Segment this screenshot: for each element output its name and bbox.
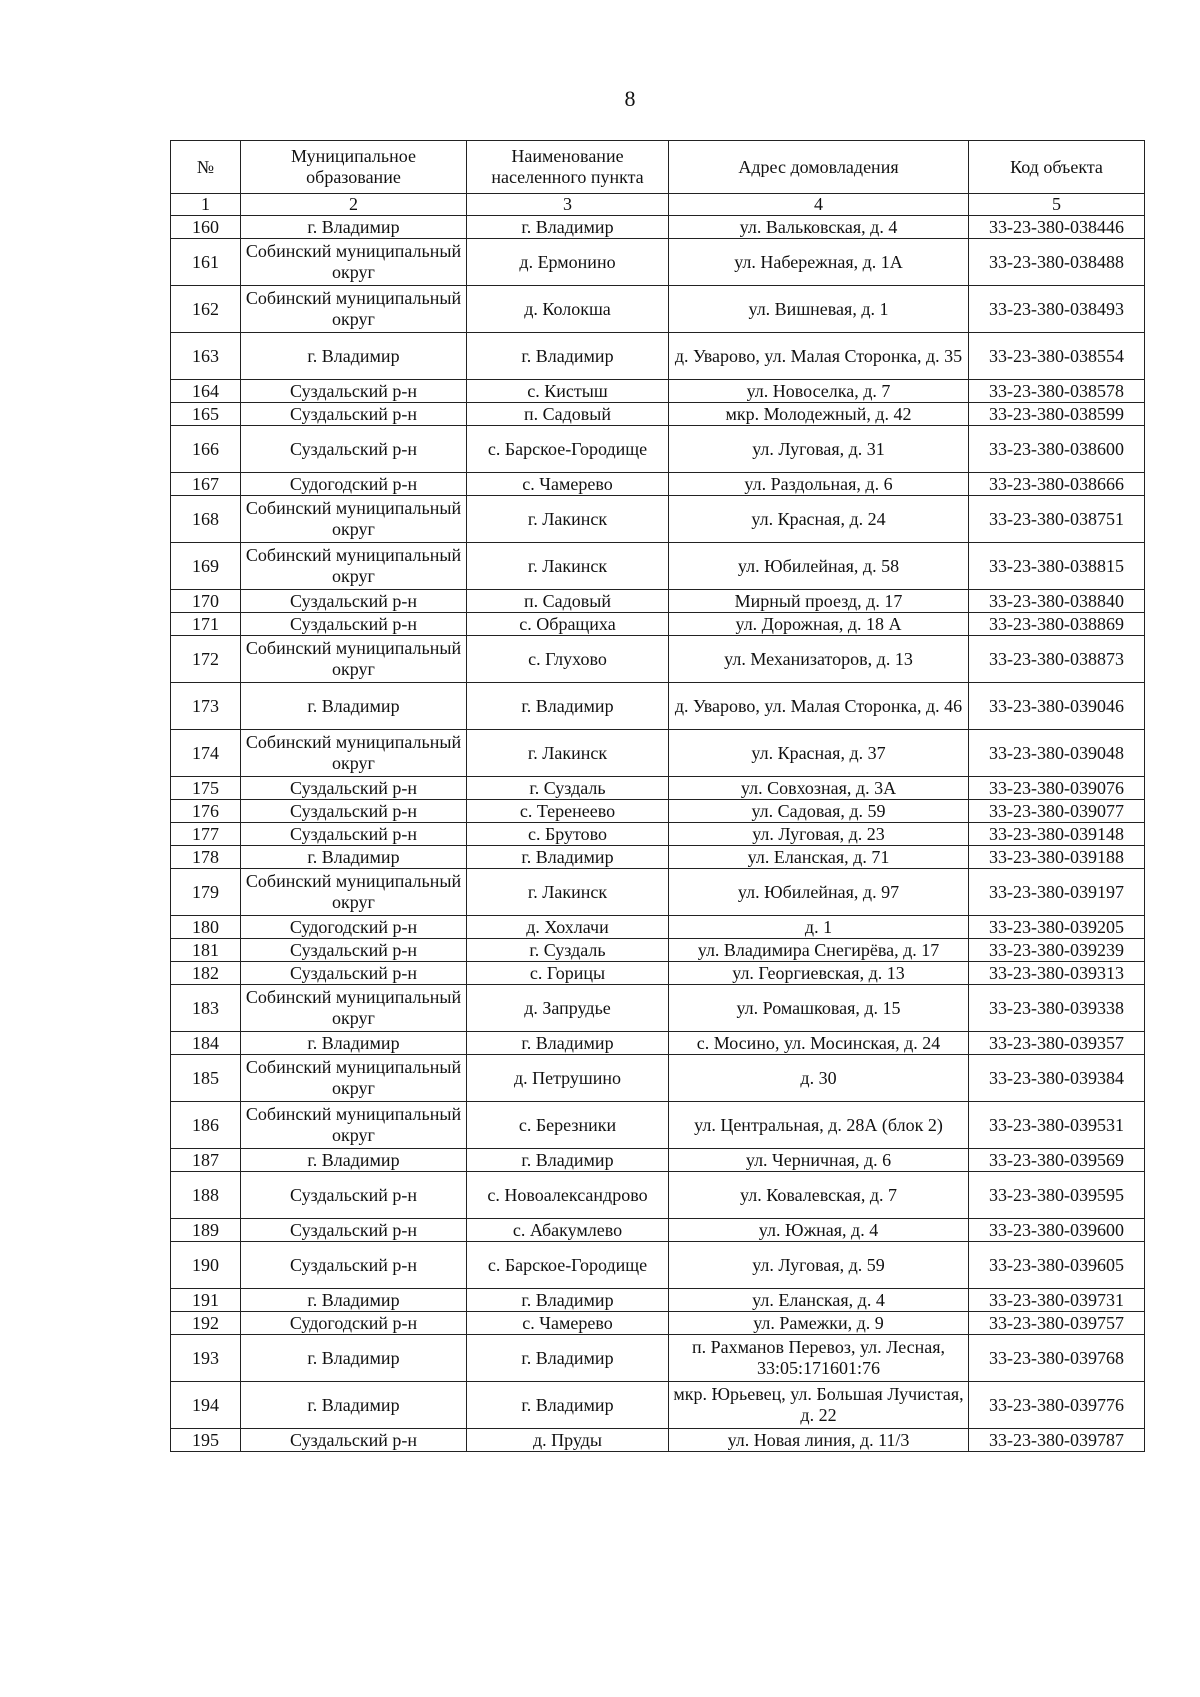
settlement-cell: д. Пруды: [467, 1429, 669, 1452]
header-municipality: Муниципальное образование: [241, 141, 467, 194]
address-cell: ул. Луговая, д. 59: [669, 1242, 969, 1289]
column-index-row: [171, 194, 1145, 216]
settlement-cell: п. Садовый: [467, 590, 669, 613]
column-index: 2: [241, 194, 467, 216]
table-row: [171, 1055, 1145, 1102]
municipality-cell: Суздальский р-н: [241, 1219, 467, 1242]
column-index: 5: [969, 194, 1145, 216]
table-row: [171, 777, 1145, 800]
object-code-cell: 33-23-380-039384: [969, 1055, 1145, 1102]
object-code-cell: 33-23-380-038815: [969, 543, 1145, 590]
header-settlement: Наименование населенного пункта: [467, 141, 669, 194]
header-address: Адрес домовладения: [669, 141, 969, 194]
address-cell: ул. Центральная, д. 28А (блок 2): [669, 1102, 969, 1149]
settlement-cell: г. Владимир: [467, 333, 669, 380]
column-index: 4: [669, 194, 969, 216]
object-code-cell: 33-23-380-039731: [969, 1289, 1145, 1312]
municipality-cell: г. Владимир: [241, 846, 467, 869]
row-number: 191: [171, 1289, 241, 1312]
object-code-cell: 33-23-380-039048: [969, 730, 1145, 777]
row-number: 166: [171, 426, 241, 473]
address-cell: ул. Красная, д. 24: [669, 496, 969, 543]
table-row: [171, 800, 1145, 823]
column-index: 3: [467, 194, 669, 216]
table-row: [171, 286, 1145, 333]
address-cell: ул. Луговая, д. 23: [669, 823, 969, 846]
object-code-cell: 33-23-380-038599: [969, 403, 1145, 426]
municipality-cell: Суздальский р-н: [241, 403, 467, 426]
object-code-cell: 33-23-380-038493: [969, 286, 1145, 333]
table-row: [171, 1335, 1145, 1382]
address-cell: ул. Вишневая, д. 1: [669, 286, 969, 333]
settlement-cell: с. Абакумлево: [467, 1219, 669, 1242]
settlement-cell: с. Чамерево: [467, 473, 669, 496]
object-code-cell: 33-23-380-039600: [969, 1219, 1145, 1242]
address-cell: д. 30: [669, 1055, 969, 1102]
municipality-cell: г. Владимир: [241, 333, 467, 380]
row-number: 168: [171, 496, 241, 543]
object-code-cell: 33-23-380-039239: [969, 939, 1145, 962]
municipality-cell: Собинский муниципальный округ: [241, 636, 467, 683]
settlement-cell: п. Садовый: [467, 403, 669, 426]
row-number: 176: [171, 800, 241, 823]
table-row: [171, 1382, 1145, 1429]
row-number: 163: [171, 333, 241, 380]
settlement-cell: д. Колокша: [467, 286, 669, 333]
municipality-cell: г. Владимир: [241, 1382, 467, 1429]
settlement-cell: с. Барское-Городище: [467, 426, 669, 473]
row-number: 169: [171, 543, 241, 590]
municipality-cell: Собинский муниципальный округ: [241, 239, 467, 286]
table-row: [171, 216, 1145, 239]
object-code-cell: 33-23-380-038869: [969, 613, 1145, 636]
table-header-row: [171, 141, 1145, 194]
table-row: [171, 403, 1145, 426]
row-number: 160: [171, 216, 241, 239]
table-row: [171, 1312, 1145, 1335]
object-code-cell: 33-23-380-039046: [969, 683, 1145, 730]
settlement-cell: г. Владимир: [467, 683, 669, 730]
address-cell: ул. Совхозная, д. 3А: [669, 777, 969, 800]
municipality-cell: Суздальский р-н: [241, 380, 467, 403]
row-number: 179: [171, 869, 241, 916]
table-row: [171, 636, 1145, 683]
municipality-cell: Суздальский р-н: [241, 1172, 467, 1219]
municipality-cell: Суздальский р-н: [241, 939, 467, 962]
object-code-cell: 33-23-380-038488: [969, 239, 1145, 286]
settlement-cell: г. Лакинск: [467, 869, 669, 916]
settlement-cell: г. Суздаль: [467, 939, 669, 962]
municipality-cell: Судогодский р-н: [241, 473, 467, 496]
table-row: [171, 939, 1145, 962]
settlement-cell: с. Обращиха: [467, 613, 669, 636]
municipality-cell: Суздальский р-н: [241, 777, 467, 800]
table-row: [171, 1102, 1145, 1149]
row-number: 181: [171, 939, 241, 962]
municipality-cell: Суздальский р-н: [241, 823, 467, 846]
object-code-cell: 33-23-380-038873: [969, 636, 1145, 683]
object-code-cell: 33-23-380-039776: [969, 1382, 1145, 1429]
row-number: 180: [171, 916, 241, 939]
municipality-cell: г. Владимир: [241, 216, 467, 239]
row-number: 164: [171, 380, 241, 403]
settlement-cell: г. Владимир: [467, 1289, 669, 1312]
address-cell: ул. Владимира Снегирёва, д. 17: [669, 939, 969, 962]
municipality-cell: г. Владимир: [241, 1149, 467, 1172]
object-code-cell: 33-23-380-039357: [969, 1032, 1145, 1055]
table-row: [171, 916, 1145, 939]
address-cell: ул. Новоселка, д. 7: [669, 380, 969, 403]
address-cell: ул. Набережная, д. 1А: [669, 239, 969, 286]
settlement-cell: с. Горицы: [467, 962, 669, 985]
object-code-cell: 33-23-380-038840: [969, 590, 1145, 613]
row-number: 187: [171, 1149, 241, 1172]
page-number: 8: [624, 86, 636, 111]
table-row: [171, 1242, 1145, 1289]
object-code-cell: 33-23-380-039077: [969, 800, 1145, 823]
municipality-cell: Суздальский р-н: [241, 962, 467, 985]
municipality-cell: Суздальский р-н: [241, 800, 467, 823]
object-code-cell: 33-23-380-039076: [969, 777, 1145, 800]
row-number: 184: [171, 1032, 241, 1055]
settlement-cell: г. Владимир: [467, 1382, 669, 1429]
municipality-cell: Судогодский р-н: [241, 916, 467, 939]
address-cell: ул. Еланская, д. 4: [669, 1289, 969, 1312]
table-row: [171, 380, 1145, 403]
municipality-cell: г. Владимир: [241, 1335, 467, 1382]
municipality-cell: Собинский муниципальный округ: [241, 1055, 467, 1102]
row-number: 177: [171, 823, 241, 846]
table-row: [171, 1149, 1145, 1172]
address-cell: п. Рахманов Перевоз, ул. Лесная, 33:05:171601:76: [669, 1335, 969, 1382]
address-cell: Мирный проезд, д. 17: [669, 590, 969, 613]
address-cell: ул. Юбилейная, д. 58: [669, 543, 969, 590]
address-cell: ул. Механизаторов, д. 13: [669, 636, 969, 683]
address-cell: с. Мосино, ул. Мосинская, д. 24: [669, 1032, 969, 1055]
table-row: [171, 730, 1145, 777]
address-cell: ул. Красная, д. 37: [669, 730, 969, 777]
row-number: 186: [171, 1102, 241, 1149]
table-row: [171, 683, 1145, 730]
header-object-code: Код объекта: [969, 141, 1145, 194]
settlement-cell: с. Теренеево: [467, 800, 669, 823]
municipality-cell: Суздальский р-н: [241, 1242, 467, 1289]
municipality-cell: Собинский муниципальный округ: [241, 985, 467, 1032]
table-row: [171, 613, 1145, 636]
municipality-cell: Собинский муниципальный округ: [241, 730, 467, 777]
table-row: [171, 869, 1145, 916]
table-row: [171, 333, 1145, 380]
column-index: 1: [171, 194, 241, 216]
settlement-cell: д. Хохлачи: [467, 916, 669, 939]
settlement-cell: г. Владимир: [467, 1032, 669, 1055]
address-cell: д. Уварово, ул. Малая Сторонка, д. 46: [669, 683, 969, 730]
table-row: [171, 846, 1145, 869]
object-code-cell: 33-23-380-038446: [969, 216, 1145, 239]
address-cell: д. 1: [669, 916, 969, 939]
settlement-cell: г. Лакинск: [467, 730, 669, 777]
row-number: 171: [171, 613, 241, 636]
object-code-cell: 33-23-380-039531: [969, 1102, 1145, 1149]
object-code-cell: 33-23-380-038554: [969, 333, 1145, 380]
address-cell: ул. Ромашковая, д. 15: [669, 985, 969, 1032]
object-code-cell: 33-23-380-039605: [969, 1242, 1145, 1289]
row-number: 167: [171, 473, 241, 496]
address-cell: ул. Южная, д. 4: [669, 1219, 969, 1242]
object-code-cell: 33-23-380-039595: [969, 1172, 1145, 1219]
municipality-cell: Суздальский р-н: [241, 426, 467, 473]
municipality-cell: Суздальский р-н: [241, 1429, 467, 1452]
table-row: [171, 496, 1145, 543]
object-code-cell: 33-23-380-039205: [969, 916, 1145, 939]
row-number: 188: [171, 1172, 241, 1219]
row-number: 175: [171, 777, 241, 800]
settlement-cell: г. Владимир: [467, 1335, 669, 1382]
row-number: 193: [171, 1335, 241, 1382]
table-row: [171, 1219, 1145, 1242]
table-row: [171, 1032, 1145, 1055]
row-number: 182: [171, 962, 241, 985]
address-cell: ул. Черничная, д. 6: [669, 1149, 969, 1172]
object-code-cell: 33-23-380-038600: [969, 426, 1145, 473]
settlement-cell: д. Запрудье: [467, 985, 669, 1032]
address-cell: ул. Еланская, д. 71: [669, 846, 969, 869]
address-cell: мкр. Юрьевец, ул. Большая Лучистая, д. 22: [669, 1382, 969, 1429]
object-code-cell: 33-23-380-039197: [969, 869, 1145, 916]
address-cell: ул. Луговая, д. 31: [669, 426, 969, 473]
address-cell: ул. Вальковская, д. 4: [669, 216, 969, 239]
address-cell: ул. Раздольная, д. 6: [669, 473, 969, 496]
row-number: 174: [171, 730, 241, 777]
table-row: [171, 590, 1145, 613]
table-row: [171, 239, 1145, 286]
municipality-cell: Собинский муниципальный округ: [241, 286, 467, 333]
settlement-cell: г. Владимир: [467, 1149, 669, 1172]
table-row: [171, 1172, 1145, 1219]
settlement-cell: с. Кистыш: [467, 380, 669, 403]
settlement-cell: г. Лакинск: [467, 496, 669, 543]
table-row: [171, 473, 1145, 496]
object-code-cell: 33-23-380-039757: [969, 1312, 1145, 1335]
row-number: 162: [171, 286, 241, 333]
municipality-cell: Собинский муниципальный округ: [241, 496, 467, 543]
settlement-cell: с. Брутово: [467, 823, 669, 846]
address-cell: ул. Дорожная, д. 18 А: [669, 613, 969, 636]
address-cell: ул. Рамежки, д. 9: [669, 1312, 969, 1335]
object-code-cell: 33-23-380-039313: [969, 962, 1145, 985]
row-number: 165: [171, 403, 241, 426]
row-number: 192: [171, 1312, 241, 1335]
row-number: 185: [171, 1055, 241, 1102]
table-row: [171, 1429, 1145, 1452]
municipality-cell: Суздальский р-н: [241, 590, 467, 613]
municipality-cell: г. Владимир: [241, 1289, 467, 1312]
municipality-cell: Собинский муниципальный округ: [241, 869, 467, 916]
address-cell: ул. Георгиевская, д. 13: [669, 962, 969, 985]
object-code-cell: 33-23-380-039188: [969, 846, 1145, 869]
row-number: 183: [171, 985, 241, 1032]
settlement-cell: с. Чамерево: [467, 1312, 669, 1335]
address-cell: ул. Садовая, д. 59: [669, 800, 969, 823]
row-number: 189: [171, 1219, 241, 1242]
address-cell: ул. Новая линия, д. 11/3: [669, 1429, 969, 1452]
row-number: 161: [171, 239, 241, 286]
object-code-cell: 33-23-380-039148: [969, 823, 1145, 846]
row-number: 190: [171, 1242, 241, 1289]
settlement-cell: с. Барское-Городище: [467, 1242, 669, 1289]
header-number: №: [171, 141, 241, 194]
settlement-cell: д. Петрушино: [467, 1055, 669, 1102]
settlement-cell: г. Владимир: [467, 216, 669, 239]
table-body: [171, 216, 1145, 1452]
object-code-cell: 33-23-380-038578: [969, 380, 1145, 403]
row-number: 178: [171, 846, 241, 869]
settlement-cell: г. Лакинск: [467, 543, 669, 590]
municipality-cell: г. Владимир: [241, 1032, 467, 1055]
settlement-cell: г. Суздаль: [467, 777, 669, 800]
objects-table: [170, 140, 1145, 1452]
municipality-cell: Собинский муниципальный округ: [241, 1102, 467, 1149]
municipality-cell: Собинский муниципальный округ: [241, 543, 467, 590]
settlement-cell: с. Новоалександрово: [467, 1172, 669, 1219]
table-row: [171, 823, 1145, 846]
settlement-cell: г. Владимир: [467, 846, 669, 869]
address-cell: д. Уварово, ул. Малая Сторонка, д. 35: [669, 333, 969, 380]
object-code-cell: 33-23-380-038666: [969, 473, 1145, 496]
row-number: 173: [171, 683, 241, 730]
municipality-cell: Судогодский р-н: [241, 1312, 467, 1335]
object-code-cell: 33-23-380-039768: [969, 1335, 1145, 1382]
municipality-cell: Суздальский р-н: [241, 613, 467, 636]
object-code-cell: 33-23-380-039569: [969, 1149, 1145, 1172]
table-row: [171, 1289, 1145, 1312]
row-number: 195: [171, 1429, 241, 1452]
settlement-cell: с. Березники: [467, 1102, 669, 1149]
object-code-cell: 33-23-380-039787: [969, 1429, 1145, 1452]
table-row: [171, 426, 1145, 473]
address-cell: ул. Юбилейная, д. 97: [669, 869, 969, 916]
table-row: [171, 985, 1145, 1032]
settlement-cell: д. Ермонино: [467, 239, 669, 286]
row-number: 194: [171, 1382, 241, 1429]
object-code-cell: 33-23-380-039338: [969, 985, 1145, 1032]
table-row: [171, 543, 1145, 590]
row-number: 172: [171, 636, 241, 683]
address-cell: мкр. Молодежный, д. 42: [669, 403, 969, 426]
settlement-cell: с. Глухово: [467, 636, 669, 683]
object-code-cell: 33-23-380-038751: [969, 496, 1145, 543]
row-number: 170: [171, 590, 241, 613]
table-row: [171, 962, 1145, 985]
address-cell: ул. Ковалевская, д. 7: [669, 1172, 969, 1219]
municipality-cell: г. Владимир: [241, 683, 467, 730]
